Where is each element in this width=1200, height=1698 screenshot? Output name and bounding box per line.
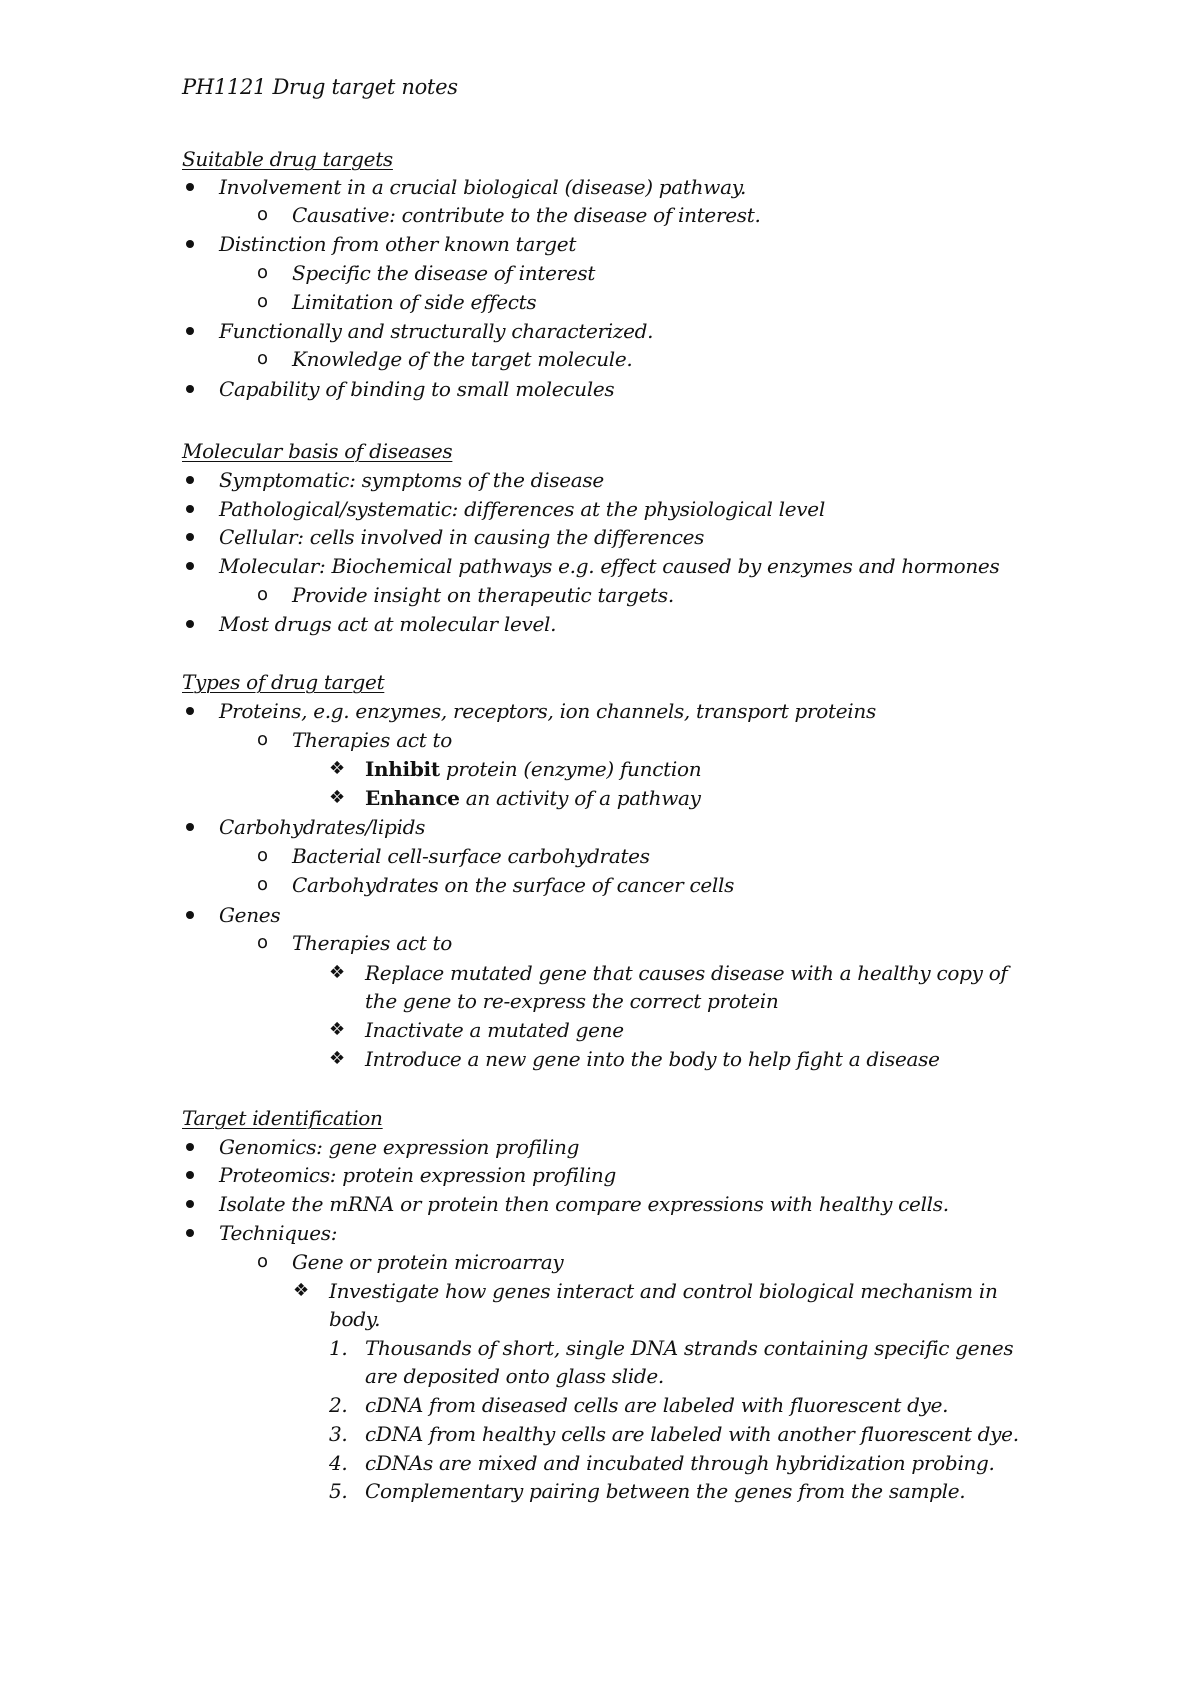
list-item: Proteins, e.g. enzymes, receptors, ion channels, transport proteins (0, 697, 1200, 725)
step-number: 1. (329, 1336, 348, 1360)
numbered-step: 5. Complementary pairing between the genes from the sample. (329, 1479, 966, 1503)
numbered-step: 3. cDNA from healthy cells are labeled with another fluorescent dye. (329, 1422, 1019, 1446)
diamond-bullet-icon: ❖ (329, 1019, 345, 1040)
list-item: o Carbohydrates on the surface of cancer cells (257, 873, 735, 897)
sub-bullet-icon: o (257, 1251, 268, 1272)
list-item: Symptomatic: symptoms of the disease (0, 466, 1200, 494)
list-item: o Specific the disease of interest (257, 261, 596, 285)
list-item: o Provide insight on therapeutic targets. (257, 583, 674, 607)
diamond-bullet-icon: ❖ (329, 962, 345, 983)
list-item-continuation: the gene to re-express the correct protein (365, 989, 779, 1013)
diamond-bullet-icon: ❖ (329, 787, 345, 808)
diamond-bullet-icon: ❖ (329, 758, 345, 779)
list-item: Most drugs act at molecular level. (0, 610, 1200, 638)
list-item: ❖ Replace mutated gene that causes disease with a healthy copy of (329, 961, 1008, 985)
bullet-icon (186, 1171, 194, 1179)
diamond-bullet-icon: ❖ (293, 1280, 309, 1301)
bullet-icon (186, 385, 194, 393)
list-item: ❖ Inactivate a mutated gene (329, 1018, 624, 1042)
bullet-icon (186, 1229, 194, 1237)
list-item: Functionally and structurally characterized. (0, 317, 1200, 345)
list-item: o Knowledge of the target molecule. (257, 347, 633, 371)
list-item: Isolate the mRNA or protein then compare expressions with healthy cells. (0, 1190, 1200, 1218)
document-title: PH1121 Drug target notes (182, 75, 458, 99)
numbered-step-continuation: are deposited onto glass slide. (365, 1364, 664, 1388)
bullet-icon (186, 911, 194, 919)
sub-bullet-icon: o (257, 348, 268, 369)
sub-bullet-icon: o (257, 262, 268, 283)
list-item: Proteomics: protein expression profiling (0, 1161, 1200, 1189)
bullet-icon (186, 533, 194, 541)
numbered-step: 4. cDNAs are mixed and incubated through hybridization probing. (329, 1451, 995, 1475)
sub-bullet-icon: o (257, 729, 268, 750)
list-item: o Gene or protein microarray (257, 1250, 564, 1274)
numbered-step: 1. Thousands of short, single DNA strands containing specific genes (329, 1336, 1014, 1360)
sub-bullet-icon: o (257, 845, 268, 866)
bullet-icon (186, 327, 194, 335)
list-item: Carbohydrates/lipids (0, 813, 1200, 841)
list-item: Techniques: (0, 1219, 1200, 1247)
list-item: Pathological/systematic: differences at the physiological level (0, 495, 1200, 523)
sub-bullet-icon: o (257, 291, 268, 312)
sub-bullet-icon: o (257, 932, 268, 953)
step-number: 4. (329, 1451, 348, 1475)
list-item: Distinction from other known target (0, 230, 1200, 258)
list-item: ❖ Enhance an activity of a pathway (329, 786, 701, 810)
numbered-step: 2. cDNA from diseased cells are labeled with fluorescent dye. (329, 1393, 949, 1417)
bullet-icon (186, 707, 194, 715)
list-item: Molecular: Biochemical pathways e.g. effect caused by enzymes and hormones (0, 552, 1200, 580)
list-item: ❖ Inhibit protein (enzyme) function (329, 757, 702, 781)
list-item: Genes (0, 901, 1200, 929)
list-item: o Bacterial cell-surface carbohydrates (257, 844, 650, 868)
list-item-continuation: body. (329, 1307, 381, 1331)
list-item: o Therapies act to (257, 931, 452, 955)
list-item: Cellular: cells involved in causing the differences (0, 523, 1200, 551)
diamond-bullet-icon: ❖ (329, 1048, 345, 1069)
bullet-icon (186, 505, 194, 513)
list-item: o Limitation of side effects (257, 290, 537, 314)
bullet-icon (186, 476, 194, 484)
list-item: ❖ Introduce a new gene into the body to help fight a disease (329, 1047, 940, 1071)
sub-bullet-icon: o (257, 584, 268, 605)
section-heading-suitable: Suitable drug targets (182, 147, 393, 171)
step-number: 3. (329, 1422, 348, 1446)
list-item: o Therapies act to (257, 728, 452, 752)
list-item: Capability of binding to small molecules (0, 375, 1200, 403)
list-item: Genomics: gene expression profiling (0, 1133, 1200, 1161)
bullet-icon (186, 1143, 194, 1151)
list-item: Involvement in a crucial biological (disease) pathway. (0, 173, 1200, 201)
list-item: ❖ Investigate how genes interact and control biological mechanism in (293, 1279, 998, 1303)
list-item: o Causative: contribute to the disease of interest. (257, 203, 761, 227)
sub-bullet-icon: o (257, 204, 268, 225)
section-heading-molecular: Molecular basis of diseases (182, 439, 453, 463)
sub-bullet-icon: o (257, 874, 268, 895)
section-heading-identification: Target identification (182, 1106, 383, 1130)
step-number: 2. (329, 1393, 348, 1417)
bullet-icon (186, 620, 194, 628)
bullet-icon (186, 823, 194, 831)
bullet-icon (186, 562, 194, 570)
bullet-icon (186, 240, 194, 248)
step-number: 5. (329, 1479, 348, 1503)
section-heading-types: Types of drug target (182, 670, 385, 694)
bullet-icon (186, 183, 194, 191)
bullet-icon (186, 1200, 194, 1208)
